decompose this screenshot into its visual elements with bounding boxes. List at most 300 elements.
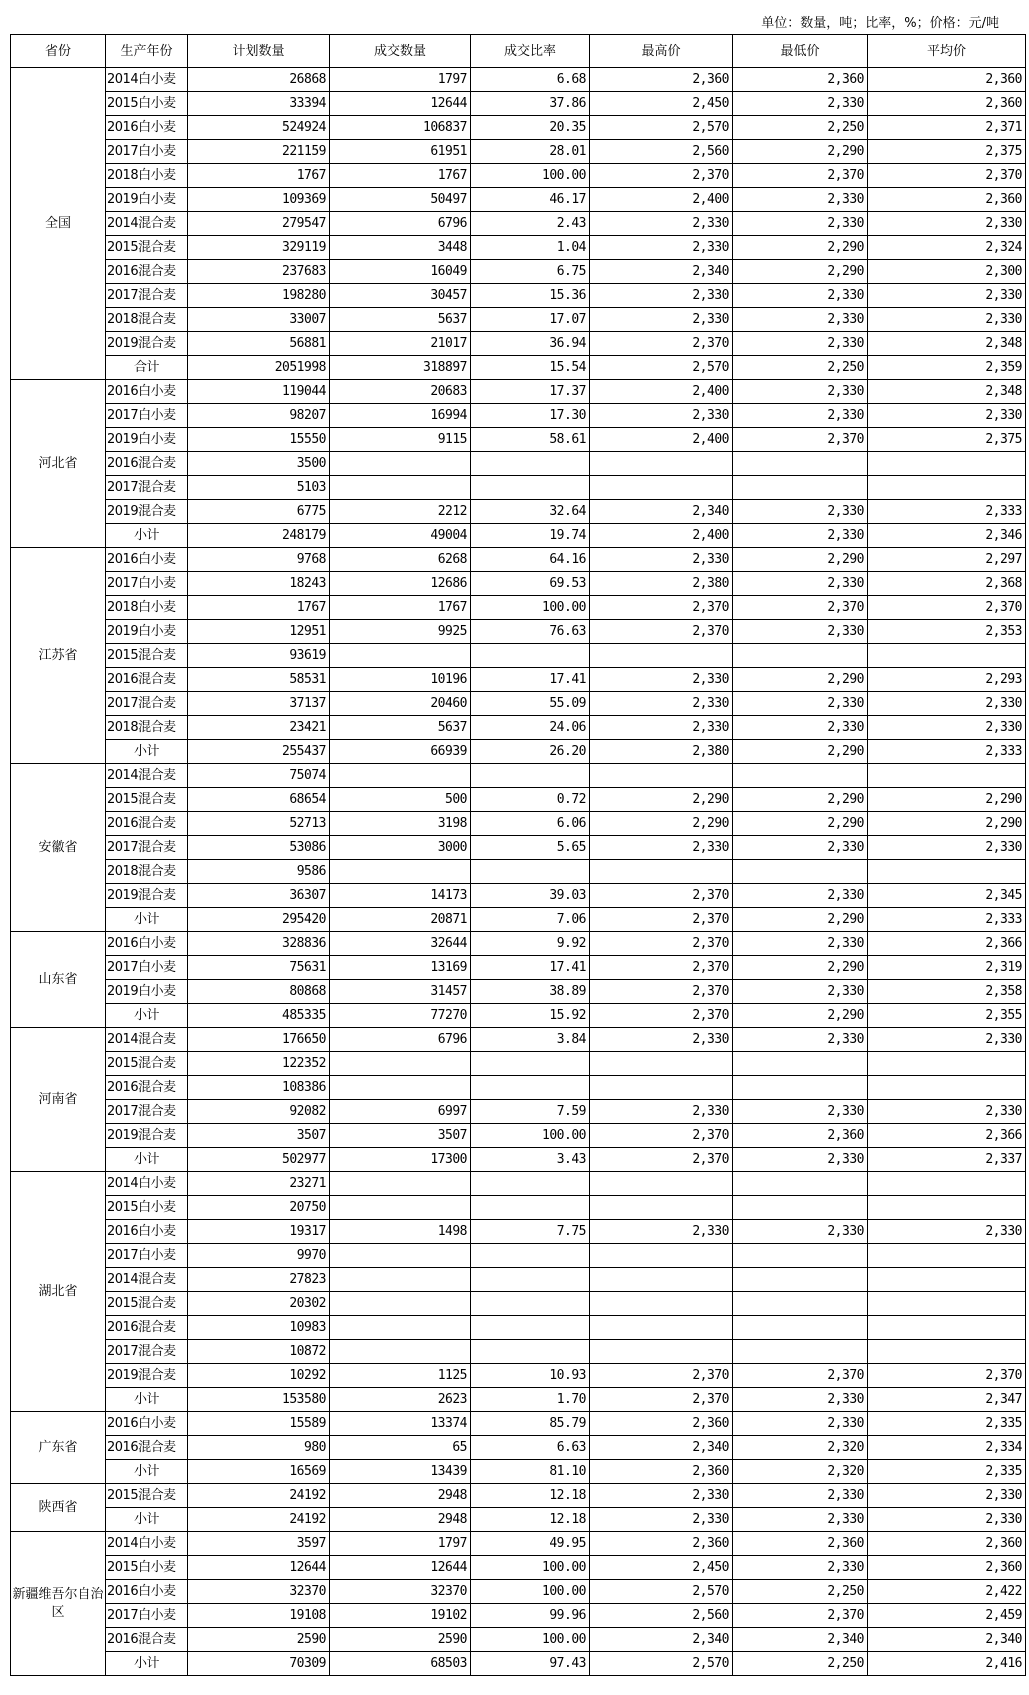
max-price-cell: 2,330 [590,836,733,860]
deal-qty-cell: 1498 [330,1220,471,1244]
table-row [11,1244,1026,1268]
avg-price-cell: 2,330 [868,716,1026,740]
min-price-cell: 2,330 [733,1028,868,1052]
deal-ratio-cell: 17.41 [471,956,590,980]
year-cell: 2016混合麦 [106,668,188,692]
avg-price-cell: 2,368 [868,572,1026,596]
avg-price-cell [868,644,1026,668]
max-price-cell: 2,330 [590,236,733,260]
table-row [11,1148,1026,1172]
deal-ratio-cell: 100.00 [471,1628,590,1652]
plan-qty-cell: 68654 [188,788,330,812]
min-price-cell [733,644,868,668]
avg-price-cell: 2,359 [868,356,1026,380]
min-price-cell [733,1196,868,1220]
year-cell: 2015混合麦 [106,644,188,668]
year-cell: 小计 [106,1652,188,1676]
max-price-cell: 2,400 [590,428,733,452]
plan-qty-cell: 53086 [188,836,330,860]
year-cell: 2014混合麦 [106,1268,188,1292]
deal-ratio-cell: 100.00 [471,596,590,620]
year-cell: 2017白小麦 [106,140,188,164]
max-price-cell: 2,360 [590,1412,733,1436]
table-row [11,620,1026,644]
min-price-cell: 2,330 [733,524,868,548]
deal-ratio-cell [471,1316,590,1340]
plan-qty-cell: 295420 [188,908,330,932]
max-price-cell: 2,370 [590,1388,733,1412]
year-cell: 2016白小麦 [106,548,188,572]
table-row [11,956,1026,980]
min-price-cell: 2,290 [733,260,868,284]
plan-qty-cell: 15550 [188,428,330,452]
avg-price-cell: 2,360 [868,68,1026,92]
deal-qty-cell: 1797 [330,1532,471,1556]
max-price-cell: 2,570 [590,1580,733,1604]
plan-qty-cell: 18243 [188,572,330,596]
deal-ratio-cell: 55.09 [471,692,590,716]
min-price-cell [733,1076,868,1100]
deal-ratio-cell: 46.17 [471,188,590,212]
plan-qty-cell: 27823 [188,1268,330,1292]
table-row [11,1292,1026,1316]
avg-price-cell: 2,371 [868,116,1026,140]
avg-price-cell [868,1052,1026,1076]
max-price-cell: 2,370 [590,596,733,620]
table-row [11,1412,1026,1436]
plan-qty-cell: 221159 [188,140,330,164]
deal-ratio-cell: 81.10 [471,1460,590,1484]
plan-qty-cell: 70309 [188,1652,330,1676]
max-price-cell: 2,330 [590,1100,733,1124]
deal-qty-cell: 2948 [330,1508,471,1532]
table-row [11,236,1026,260]
deal-qty-cell [330,644,471,668]
deal-ratio-cell: 10.93 [471,1364,590,1388]
min-price-cell: 2,290 [733,812,868,836]
deal-qty-cell: 19102 [330,1604,471,1628]
min-price-cell: 2,320 [733,1460,868,1484]
deal-ratio-cell: 6.06 [471,812,590,836]
deal-qty-cell: 21017 [330,332,471,356]
table-row [11,548,1026,572]
max-price-cell: 2,330 [590,1028,733,1052]
deal-ratio-cell [471,1172,590,1196]
min-price-cell: 2,330 [733,92,868,116]
plan-qty-cell: 16569 [188,1460,330,1484]
table-row [11,740,1026,764]
max-price-cell: 2,570 [590,1652,733,1676]
avg-price-cell [868,764,1026,788]
deal-qty-cell: 1125 [330,1364,471,1388]
deal-ratio-cell: 38.89 [471,980,590,1004]
avg-price-cell: 2,346 [868,524,1026,548]
max-price-cell [590,1292,733,1316]
year-cell: 2017白小麦 [106,956,188,980]
table-row [11,1052,1026,1076]
plan-qty-cell: 1767 [188,164,330,188]
deal-qty-cell: 31457 [330,980,471,1004]
plan-qty-cell: 9768 [188,548,330,572]
table-row [11,284,1026,308]
table-row [11,1652,1026,1676]
plan-qty-cell: 26868 [188,68,330,92]
year-cell: 2018混合麦 [106,860,188,884]
plan-qty-cell: 153580 [188,1388,330,1412]
province-cell: 安徽省 [11,764,106,932]
table-row [11,812,1026,836]
table-row [11,1124,1026,1148]
min-price-cell: 2,330 [733,212,868,236]
deal-qty-cell [330,1244,471,1268]
max-price-cell: 2,370 [590,1364,733,1388]
avg-price-cell: 2,333 [868,908,1026,932]
wheat-auction-table [10,34,1026,1676]
max-price-cell: 2,330 [590,692,733,716]
plan-qty-cell: 58531 [188,668,330,692]
max-price-cell: 2,570 [590,116,733,140]
min-price-cell [733,1292,868,1316]
plan-qty-cell: 248179 [188,524,330,548]
avg-price-cell: 2,330 [868,692,1026,716]
deal-qty-cell: 77270 [330,1004,471,1028]
deal-ratio-cell: 85.79 [471,1412,590,1436]
year-cell: 2017白小麦 [106,572,188,596]
table-row [11,932,1026,956]
year-cell: 2019白小麦 [106,980,188,1004]
plan-qty-cell: 502977 [188,1148,330,1172]
avg-price-cell: 2,290 [868,812,1026,836]
max-price-cell: 2,560 [590,140,733,164]
max-price-cell: 2,370 [590,1124,733,1148]
year-cell: 2016白小麦 [106,1580,188,1604]
plan-qty-cell: 524924 [188,116,330,140]
min-price-cell [733,860,868,884]
deal-qty-cell: 6997 [330,1100,471,1124]
max-price-cell: 2,370 [590,884,733,908]
avg-price-cell: 2,330 [868,404,1026,428]
min-price-cell: 2,330 [733,620,868,644]
max-price-cell: 2,330 [590,716,733,740]
deal-ratio-cell: 7.06 [471,908,590,932]
year-cell: 2015混合麦 [106,1052,188,1076]
province-cell: 全国 [11,68,106,380]
avg-price-cell: 2,324 [868,236,1026,260]
min-price-cell: 2,330 [733,308,868,332]
deal-ratio-cell: 100.00 [471,1556,590,1580]
year-cell: 2016混合麦 [106,812,188,836]
header-year: 生产年份 [106,35,188,68]
deal-ratio-cell [471,1292,590,1316]
plan-qty-cell: 75074 [188,764,330,788]
max-price-cell [590,1172,733,1196]
plan-qty-cell: 12644 [188,1556,330,1580]
deal-ratio-cell: 64.16 [471,548,590,572]
avg-price-cell: 2,330 [868,212,1026,236]
avg-price-cell [868,1172,1026,1196]
min-price-cell: 2,330 [733,692,868,716]
deal-qty-cell: 2212 [330,500,471,524]
avg-price-cell: 2,335 [868,1460,1026,1484]
table-row [11,380,1026,404]
deal-qty-cell: 9115 [330,428,471,452]
deal-qty-cell: 3448 [330,236,471,260]
table-row [11,1532,1026,1556]
deal-qty-cell: 3507 [330,1124,471,1148]
deal-qty-cell [330,1292,471,1316]
plan-qty-cell: 56881 [188,332,330,356]
year-cell: 2017混合麦 [106,476,188,500]
table-row [11,92,1026,116]
min-price-cell [733,1268,868,1292]
plan-qty-cell: 19317 [188,1220,330,1244]
deal-ratio-cell: 0.72 [471,788,590,812]
table-row [11,1436,1026,1460]
province-cell: 河南省 [11,1028,106,1172]
avg-price-cell: 2,340 [868,1628,1026,1652]
deal-qty-cell: 32370 [330,1580,471,1604]
min-price-cell [733,452,868,476]
year-cell: 小计 [106,1388,188,1412]
header-deal-qty: 成交数量 [330,35,471,68]
max-price-cell: 2,340 [590,1628,733,1652]
min-price-cell: 2,330 [733,932,868,956]
min-price-cell: 2,360 [733,68,868,92]
unit-note: 单位：数量，吨；比率，%；价格：元/吨 [761,16,999,31]
year-cell: 小计 [106,1004,188,1028]
avg-price-cell: 2,370 [868,596,1026,620]
year-cell: 2018白小麦 [106,596,188,620]
deal-ratio-cell: 20.35 [471,116,590,140]
max-price-cell [590,1196,733,1220]
year-cell: 2014混合麦 [106,764,188,788]
deal-ratio-cell: 12.18 [471,1508,590,1532]
max-price-cell: 2,330 [590,1220,733,1244]
max-price-cell: 2,330 [590,1484,733,1508]
table-row [11,404,1026,428]
province-cell: 陕西省 [11,1484,106,1532]
header-row [11,35,1026,68]
year-cell: 2017混合麦 [106,1100,188,1124]
table-row [11,1028,1026,1052]
deal-ratio-cell: 26.20 [471,740,590,764]
deal-qty-cell: 20460 [330,692,471,716]
min-price-cell: 2,290 [733,740,868,764]
deal-ratio-cell: 6.63 [471,1436,590,1460]
deal-qty-cell: 106837 [330,116,471,140]
year-cell: 2019混合麦 [106,1124,188,1148]
max-price-cell [590,860,733,884]
deal-qty-cell: 10196 [330,668,471,692]
year-cell: 2018混合麦 [106,308,188,332]
min-price-cell: 2,330 [733,1100,868,1124]
plan-qty-cell: 176650 [188,1028,330,1052]
deal-qty-cell: 6796 [330,212,471,236]
plan-qty-cell: 23271 [188,1172,330,1196]
year-cell: 2015混合麦 [106,1484,188,1508]
min-price-cell: 2,330 [733,980,868,1004]
min-price-cell: 2,250 [733,1580,868,1604]
avg-price-cell: 2,360 [868,1532,1026,1556]
min-price-cell: 2,330 [733,1484,868,1508]
min-price-cell [733,1052,868,1076]
year-cell: 2014混合麦 [106,1028,188,1052]
min-price-cell: 2,330 [733,836,868,860]
plan-qty-cell: 19108 [188,1604,330,1628]
deal-qty-cell: 1767 [330,164,471,188]
plan-qty-cell: 198280 [188,284,330,308]
deal-ratio-cell: 69.53 [471,572,590,596]
avg-price-cell: 2,360 [868,92,1026,116]
deal-ratio-cell: 19.74 [471,524,590,548]
plan-qty-cell: 485335 [188,1004,330,1028]
deal-ratio-cell: 17.37 [471,380,590,404]
min-price-cell: 2,360 [733,1124,868,1148]
avg-price-cell: 2,347 [868,1388,1026,1412]
avg-price-cell: 2,330 [868,1484,1026,1508]
deal-ratio-cell: 15.36 [471,284,590,308]
year-cell: 2019白小麦 [106,428,188,452]
min-price-cell: 2,330 [733,1412,868,1436]
year-cell: 2016白小麦 [106,1220,188,1244]
year-cell: 2015混合麦 [106,236,188,260]
plan-qty-cell: 3597 [188,1532,330,1556]
deal-qty-cell: 13169 [330,956,471,980]
max-price-cell [590,1340,733,1364]
table-row [11,572,1026,596]
deal-qty-cell: 318897 [330,356,471,380]
max-price-cell: 2,340 [590,500,733,524]
min-price-cell: 2,290 [733,1004,868,1028]
min-price-cell [733,764,868,788]
avg-price-cell [868,1316,1026,1340]
table-row [11,1484,1026,1508]
avg-price-cell: 2,330 [868,1220,1026,1244]
deal-qty-cell: 14173 [330,884,471,908]
table-row [11,1220,1026,1244]
min-price-cell: 2,360 [733,1532,868,1556]
deal-qty-cell [330,1196,471,1220]
plan-qty-cell: 52713 [188,812,330,836]
table-row [11,1364,1026,1388]
table-row [11,716,1026,740]
deal-ratio-cell [471,1340,590,1364]
plan-qty-cell: 24192 [188,1484,330,1508]
table-row [11,428,1026,452]
deal-qty-cell: 61951 [330,140,471,164]
deal-qty-cell: 12686 [330,572,471,596]
deal-ratio-cell: 76.63 [471,620,590,644]
deal-qty-cell: 16994 [330,404,471,428]
year-cell: 小计 [106,1508,188,1532]
avg-price-cell: 2,366 [868,1124,1026,1148]
deal-qty-cell: 3198 [330,812,471,836]
plan-qty-cell: 33394 [188,92,330,116]
avg-price-cell [868,452,1026,476]
table-row [11,1196,1026,1220]
deal-qty-cell: 13439 [330,1460,471,1484]
deal-qty-cell: 32644 [330,932,471,956]
province-cell: 江苏省 [11,548,106,764]
plan-qty-cell: 80868 [188,980,330,1004]
min-price-cell: 2,250 [733,356,868,380]
plan-qty-cell: 3500 [188,452,330,476]
max-price-cell: 2,380 [590,740,733,764]
table-row [11,1316,1026,1340]
plan-qty-cell: 5103 [188,476,330,500]
year-cell: 2016混合麦 [106,452,188,476]
min-price-cell: 2,330 [733,188,868,212]
max-price-cell: 2,370 [590,1004,733,1028]
max-price-cell: 2,400 [590,188,733,212]
table-row [11,212,1026,236]
plan-qty-cell: 9586 [188,860,330,884]
min-price-cell: 2,290 [733,956,868,980]
plan-qty-cell: 109369 [188,188,330,212]
year-cell: 小计 [106,908,188,932]
min-price-cell: 2,340 [733,1628,868,1652]
min-price-cell: 2,250 [733,116,868,140]
max-price-cell [590,1316,733,1340]
max-price-cell: 2,330 [590,308,733,332]
year-cell: 2019混合麦 [106,332,188,356]
year-cell: 2017混合麦 [106,284,188,308]
avg-price-cell: 2,330 [868,836,1026,860]
max-price-cell: 2,370 [590,332,733,356]
max-price-cell: 2,360 [590,1532,733,1556]
deal-ratio-cell [471,1196,590,1220]
avg-price-cell [868,1196,1026,1220]
max-price-cell: 2,400 [590,380,733,404]
avg-price-cell: 2,370 [868,1364,1026,1388]
plan-qty-cell: 2051998 [188,356,330,380]
min-price-cell: 2,330 [733,1148,868,1172]
max-price-cell [590,1076,733,1100]
avg-price-cell: 2,416 [868,1652,1026,1676]
deal-ratio-cell [471,764,590,788]
year-cell: 2016混合麦 [106,1316,188,1340]
province-cell: 广东省 [11,1412,106,1484]
table-row [11,116,1026,140]
max-price-cell: 2,330 [590,1508,733,1532]
year-cell: 2017白小麦 [106,404,188,428]
max-price-cell: 2,400 [590,524,733,548]
deal-ratio-cell: 7.59 [471,1100,590,1124]
year-cell: 2016白小麦 [106,932,188,956]
avg-price-cell: 2,422 [868,1580,1026,1604]
table-row [11,836,1026,860]
avg-price-cell [868,476,1026,500]
year-cell: 2016混合麦 [106,260,188,284]
avg-price-cell: 2,334 [868,1436,1026,1460]
table-row [11,1004,1026,1028]
deal-ratio-cell: 99.96 [471,1604,590,1628]
deal-ratio-cell [471,1268,590,1292]
min-price-cell: 2,320 [733,1436,868,1460]
plan-qty-cell: 119044 [188,380,330,404]
avg-price-cell: 2,366 [868,932,1026,956]
year-cell: 2015白小麦 [106,1556,188,1580]
plan-qty-cell: 75631 [188,956,330,980]
deal-qty-cell: 16049 [330,260,471,284]
deal-ratio-cell [471,476,590,500]
year-cell: 2014白小麦 [106,68,188,92]
header-avg-price: 平均价 [868,35,1026,68]
deal-ratio-cell: 6.75 [471,260,590,284]
table-row [11,68,1026,92]
table-row [11,1100,1026,1124]
min-price-cell: 2,330 [733,332,868,356]
